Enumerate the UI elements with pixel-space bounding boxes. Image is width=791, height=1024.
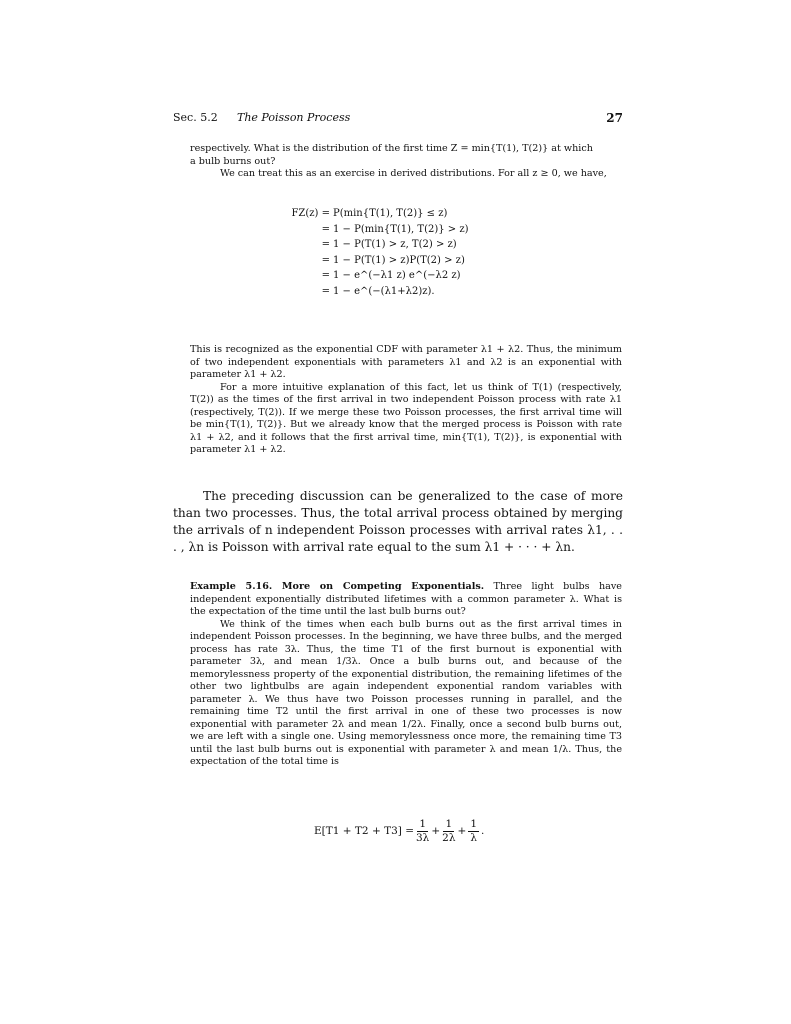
example-5-16 <box>190 581 622 769</box>
derivation-line: 1 − e^(−(λ1+λ2)z). <box>333 285 435 297</box>
derivation-line: 1 − P(min{T(1), T(2)} > z) <box>333 223 469 235</box>
fraction-term: $\frac{1}{3\lambda}$ <box>416 818 430 844</box>
derivation-line: P(min{T(1), T(2)} ≤ z) <box>333 208 448 219</box>
expectation-lhs: E[T1 + T2 + T3] = <box>314 824 414 837</box>
intro-line-2: a bulb burns out? <box>190 155 276 167</box>
example-question: Three light bulbs have independent exponentially distributed lifetimes with a common parameter λ. What is the expectation of the time until the last bulb burns out? <box>190 581 622 617</box>
example-intro <box>190 581 622 619</box>
derivation-line: 1 − P(T(1) > z)P(T(2) > z) <box>333 254 465 266</box>
fraction-term: $\frac{1}{2\lambda}$ <box>442 818 456 844</box>
derivation-line: 1 − P(T(1) > z, T(2) > z) <box>333 239 457 251</box>
page-number: 27 <box>606 111 623 125</box>
intro-line-1: respectively. What is the distribution of the first time Z = min{T(1), T(2)} at which <box>190 143 593 154</box>
chapter-title: The Poisson Process <box>237 111 351 124</box>
derived-dist-paragraph: We can treat this as an exercise in derived distributions. For all z ≥ 0, we have, <box>220 168 607 179</box>
cdf-recognized-paragraph: This is recognized as the exponential CDF with parameter λ1 + λ2. Thus, the minimum of two independent exponentials with parameters λ1 and λ2 is an exponential with parameter λ1 + λ2. <box>190 344 622 380</box>
section-label: Sec. 5.2 <box>173 111 218 124</box>
derivation-lhs: FZ(z) = <box>291 208 330 219</box>
generalization-paragraph: The preceding discussion can be generalized to the case of more than two processes. Thus, the total arrival process obtained by merging the arrivals of n independent Poisson processes with arrival rates λ1, . . . , λn is Poisson with arrival rate equal to the sum λ1 + · · · + λn. <box>173 489 623 554</box>
fraction-term: $\frac{1}{\lambda}$ <box>470 818 477 844</box>
intro-paragraph <box>190 143 622 181</box>
example-body: We think of the times when each bulb burns out as the first arrival times in independent Poisson processes. In the beginning, we have three bulbs, and the merged process has rate 3λ. Thus, the time T1 of the first burnout is exponential with parameter 3λ, and mean 1/3λ. Once a bulb burns out, and because of the memorylessness property of the exponential distribution, the remaining lifetimes of the other two lightbulbs are again independent exponential random variables with parameter λ. We thus have two Poisson processes running in parallel, and the remaining time T2 until the first arrival in one of these two processes is now exponential with parameter 2λ and mean 1/2λ. Finally, once a second bulb burns out, we are left with a single one. Using memorylessness once more, the remaining time T3 until the last bulb burns out is exponential with parameter λ and mean 1/λ. Thus, the expectation of the total time is <box>190 618 622 767</box>
cdf-derivation: FZ(z) = P(min{T(1), T(2)} ≤ z) = 1 − P(min{T(1), T(2)} > z) = 1 − P(T(1) > z, T(2) > z) = 1 − P(T(1) > z)P(T(2) > z) = 1 − e^(−λ1 z) e^(−λ2 z) = 1 − e^(−(λ1+λ2)z). <box>263 206 469 300</box>
explanation-block <box>190 344 622 457</box>
example-heading: Example 5.16. More on Competing Exponentials. <box>190 581 485 592</box>
derivation-line: 1 − e^(−λ1 z) e^(−λ2 z) <box>333 270 461 282</box>
expectation-equation: E[T1 + T2 + T3] = $\frac{1}{3\lambda}$ + $\frac{1}{2\lambda}$ + $\frac{1}{\lambda}$ . <box>314 818 485 844</box>
intuitive-explanation-paragraph: For a more intuitive explanation of this fact, let us think of T(1) (respectively, T(2)) as the times of the first arrival in two independent Poisson process with rate λ1 (respectively, T(2)). If we merge these two Poisson processes, the first arrival time will be min{T(1), T(2)}. But we already know that the merged process is Poisson with rate λ1 + λ2, and it follows that the first arrival time, min{T(1), T(2)}, is exponential with parameter λ1 + λ2. <box>190 381 622 455</box>
